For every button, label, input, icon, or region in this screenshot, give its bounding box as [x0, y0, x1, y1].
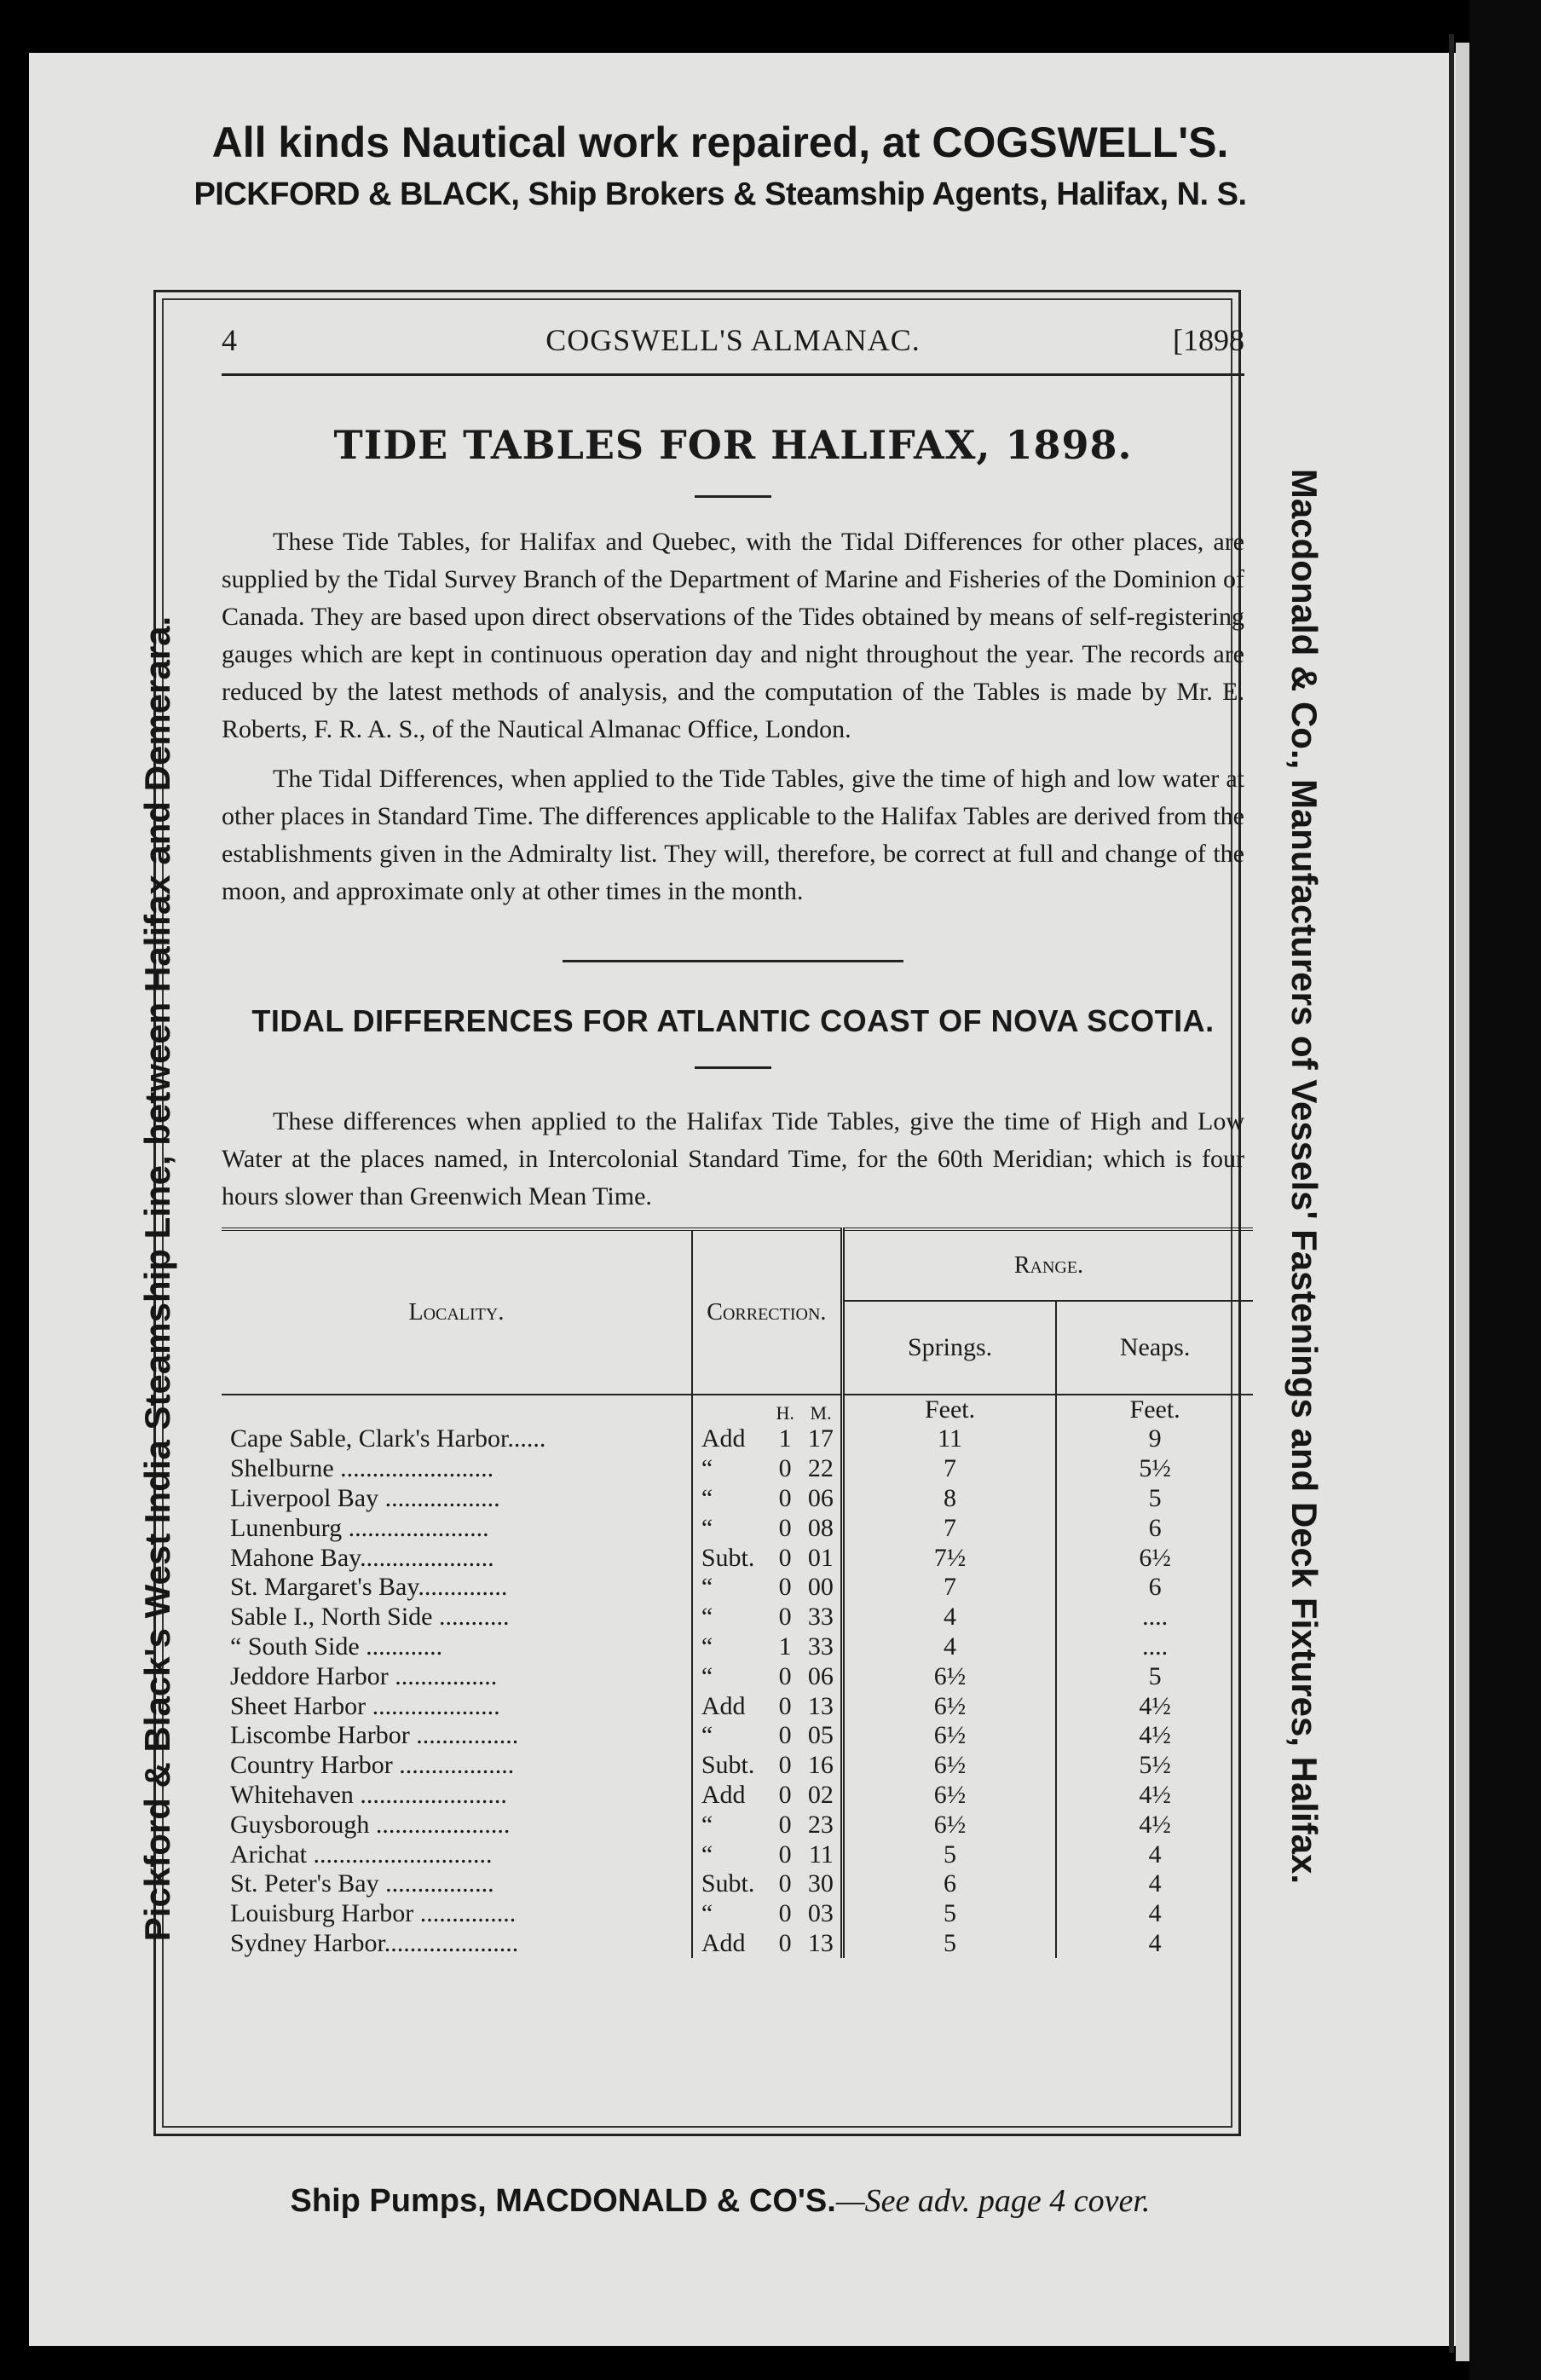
locality-cell: St. Margaret's Bay..............: [230, 1573, 508, 1602]
correction-sign-cell: Add: [692, 1781, 769, 1811]
units-springs-feet: Feet.: [842, 1395, 1056, 1424]
running-head: [222, 307, 1244, 358]
correction-minutes-cell: 05: [807, 1721, 834, 1750]
locality-cell: Guysborough .....................: [230, 1810, 511, 1839]
short-rule-2: [695, 1066, 771, 1069]
page-number: 4: [222, 323, 237, 357]
springs-cell: 7: [842, 1454, 1056, 1484]
table-body: [222, 1424, 1253, 1958]
springs-cell: 4: [842, 1603, 1056, 1632]
head-rule: [222, 373, 1244, 376]
correction-sign-cell: Subt.: [692, 1869, 769, 1899]
neaps-cell: 4½: [1056, 1781, 1253, 1811]
correction-hours-cell: 0: [778, 1573, 792, 1602]
table-row: [222, 1573, 1253, 1603]
table-row: [222, 1454, 1253, 1484]
locality-cell: Jeddore Harbor ................: [230, 1661, 498, 1690]
springs-cell: 6½: [842, 1810, 1056, 1840]
locality-cell: Liverpool Bay ..................: [230, 1483, 500, 1512]
units-neaps-feet: Feet.: [1056, 1395, 1253, 1424]
correction-minutes-cell: 02: [807, 1780, 834, 1809]
table-row: [222, 1603, 1253, 1632]
correction-sign-cell: Add: [692, 1424, 769, 1454]
correction-sign-cell: Subt.: [692, 1751, 769, 1781]
bottom-ad-reference: —See adv. page 4 cover.: [835, 2183, 1151, 2219]
table-row: [222, 1810, 1253, 1840]
correction-minutes-cell: 33: [807, 1603, 834, 1632]
correction-minutes-cell: 06: [807, 1661, 834, 1690]
locality-cell: Lunenburg ......................: [230, 1513, 489, 1542]
springs-cell: 6½: [842, 1781, 1056, 1811]
correction-sign-cell: Add: [692, 1691, 769, 1721]
springs-cell: 6½: [842, 1661, 1056, 1691]
table-row: [222, 1751, 1253, 1781]
correction-hours-cell: 1: [778, 1424, 792, 1453]
header-correction: Correction.: [692, 1229, 843, 1395]
springs-cell: 7: [842, 1513, 1056, 1543]
bottom-ad: [0, 2182, 1440, 2220]
top-ad-pickford: PICKFORD & BLACK, Ship Brokers & Steamship Agents, Halifax, N. S.: [193, 176, 1247, 212]
table-row: [222, 1869, 1253, 1899]
top-ad-nautical: All kinds Nautical work repaired, at COGSWELL'S.: [211, 118, 1229, 166]
table-row: [222, 1691, 1253, 1721]
locality-cell: Arichat ............................: [230, 1840, 493, 1869]
correction-sign-cell: “: [692, 1810, 769, 1840]
springs-cell: 6½: [842, 1721, 1056, 1751]
neaps-cell: 4½: [1056, 1721, 1253, 1751]
neaps-cell: 4: [1056, 1840, 1253, 1869]
correction-minutes-cell: 23: [807, 1810, 834, 1839]
side-ad-right: Macdonald & Co., Manufacturers of Vessels' Fastenings and Deck Fixtures, Halifax.: [1284, 468, 1325, 1885]
tidal-differences-table: [222, 1228, 1253, 1958]
correction-sign-cell: “: [692, 1721, 769, 1751]
correction-minutes-cell: 00: [807, 1573, 834, 1602]
correction-hours-cell: 0: [778, 1603, 792, 1632]
header-locality: Locality.: [408, 1298, 505, 1326]
neaps-cell: 6½: [1056, 1543, 1253, 1573]
springs-cell: 8: [842, 1484, 1056, 1514]
springs-cell: 7: [842, 1573, 1056, 1603]
correction-sign-cell: “: [692, 1603, 769, 1632]
correction-hours-cell: 0: [778, 1869, 792, 1898]
table-row: [222, 1513, 1253, 1543]
locality-cell: Sheet Harbor ....................: [230, 1691, 500, 1720]
correction-sign-cell: “: [692, 1632, 769, 1662]
correction-hours-cell: 0: [778, 1899, 792, 1928]
correction-hours-cell: 0: [778, 1751, 792, 1780]
locality-cell: Mahone Bay.....................: [230, 1543, 494, 1572]
correction-sign-cell: “: [692, 1573, 769, 1603]
correction-hours-cell: 0: [778, 1840, 792, 1869]
neaps-cell: 5: [1056, 1484, 1253, 1514]
neaps-cell: ....: [1056, 1632, 1253, 1662]
almanac-title: COGSWELL'S ALMANAC.: [545, 323, 921, 357]
neaps-cell: 4½: [1056, 1691, 1253, 1721]
tidal-differences-title: TIDAL DIFFERENCES FOR ATLANTIC COAST OF NOVA SCOTIA.: [251, 1003, 1215, 1038]
correction-minutes-cell: 33: [807, 1632, 834, 1661]
section-rule: [563, 960, 903, 962]
locality-cell: Louisburg Harbor ...............: [230, 1899, 517, 1928]
neaps-cell: ....: [1056, 1603, 1253, 1632]
correction-hours-cell: 1: [778, 1632, 792, 1661]
correction-hours-cell: 0: [778, 1721, 792, 1750]
bottom-ad-main: Ship Pumps, MACDONALD & CO'S.: [290, 2183, 836, 2219]
units-minutes: M.: [810, 1402, 832, 1424]
table-row: [222, 1484, 1253, 1514]
correction-hours-cell: 0: [778, 1543, 792, 1572]
header-springs: Springs.: [842, 1301, 1056, 1395]
page-edge: [1456, 43, 1469, 2361]
springs-cell: 6: [842, 1869, 1056, 1899]
neaps-cell: 4: [1056, 1929, 1253, 1959]
locality-cell: Shelburne ........................: [230, 1454, 494, 1483]
locality-cell: Whitehaven .......................: [230, 1780, 507, 1809]
short-rule: [695, 495, 771, 498]
neaps-cell: 6: [1056, 1513, 1253, 1543]
header-neaps: Neaps.: [1056, 1301, 1253, 1395]
dark-margin: [1469, 0, 1541, 2380]
correction-minutes-cell: 17: [807, 1424, 834, 1453]
neaps-cell: 4: [1056, 1869, 1253, 1899]
locality-cell: Sable I., North Side ...........: [230, 1603, 510, 1632]
correction-minutes-cell: 13: [807, 1691, 834, 1720]
table-row: [222, 1661, 1253, 1691]
neaps-cell: 5½: [1056, 1751, 1253, 1781]
correction-hours-cell: 0: [778, 1691, 792, 1720]
tide-tables-title: TIDE TABLES FOR HALIFAX, 1898.: [333, 422, 1133, 468]
correction-minutes-cell: 30: [807, 1869, 834, 1898]
correction-sign-cell: Subt.: [692, 1543, 769, 1573]
edge-rule: [1449, 34, 1454, 2353]
neaps-cell: 4: [1056, 1899, 1253, 1929]
table-row: [222, 1543, 1253, 1573]
neaps-cell: 5: [1056, 1661, 1253, 1691]
springs-cell: 7½: [842, 1543, 1056, 1573]
units-hours: H.: [776, 1402, 794, 1424]
units-sign-blank: [692, 1395, 769, 1424]
tidal-differences-paragraph: The Tidal Differences, when applied to the Tide Tables, give the time of high and low water at other places in Standard Time. The differences applicable to the Halifax Tables are derived from the establishments given in the Admiralty list. They will, therefore, be correct at full and change of the moon, and approximate only at other times in the month.: [222, 765, 1244, 905]
correction-hours-cell: 0: [778, 1810, 792, 1839]
correction-hours-cell: 0: [778, 1928, 792, 1957]
correction-hours-cell: 0: [778, 1483, 792, 1512]
correction-minutes-cell: 01: [807, 1543, 834, 1572]
correction-minutes-cell: 16: [807, 1751, 834, 1780]
table-row: [222, 1929, 1253, 1959]
springs-cell: 5: [842, 1929, 1056, 1959]
differences-paragraph: These differences when applied to the Halifax Tide Tables, give the time of High and Low Water at the places named, in Intercolonial Standard Time, for the 60th Meridian; which is four hours slower than Greenwich Mean Time.: [222, 1107, 1244, 1210]
locality-cell: Cape Sable, Clark's Harbor......: [230, 1424, 546, 1453]
springs-cell: 5: [842, 1899, 1056, 1929]
table-row: [222, 1781, 1253, 1811]
neaps-cell: 9: [1056, 1424, 1253, 1454]
correction-hours-cell: 0: [778, 1513, 792, 1542]
correction-hours-cell: 0: [778, 1780, 792, 1809]
springs-cell: 11: [842, 1424, 1056, 1454]
locality-cell: Sydney Harbor.....................: [230, 1928, 519, 1957]
correction-sign-cell: “: [692, 1513, 769, 1543]
neaps-cell: 5½: [1056, 1454, 1253, 1484]
units-locality-blank: [222, 1395, 692, 1424]
neaps-cell: 4½: [1056, 1810, 1253, 1840]
header-range: Range.: [842, 1229, 1253, 1301]
locality-cell: “ South Side ............: [230, 1632, 443, 1661]
correction-hours-cell: 0: [778, 1661, 792, 1690]
neaps-cell: 6: [1056, 1573, 1253, 1603]
correction-minutes-cell: 03: [807, 1899, 834, 1928]
table-row: [222, 1899, 1253, 1929]
correction-sign-cell: Add: [692, 1929, 769, 1959]
table-row: [222, 1840, 1253, 1869]
table-row: [222, 1424, 1253, 1454]
correction-minutes-cell: 08: [807, 1513, 834, 1542]
springs-cell: 5: [842, 1840, 1056, 1869]
table-row: [222, 1721, 1253, 1751]
intro-paragraph: These Tide Tables, for Halifax and Quebec, with the Tidal Differences for other places, are supplied by the Tidal Survey Branch of the Department of Marine and Fisheries of the Dominion of Canada. They are based upon direct observations of the Tides obtained by means of self-registering gauges which are kept in continuous operation day and night throughout the year. The records are reduced by the latest methods of analysis, and the computation of the Tables is made by Mr. E. Roberts, F. R. A. S., of the Nautical Almanac Office, London.: [222, 528, 1244, 743]
correction-sign-cell: “: [692, 1899, 769, 1929]
correction-minutes-cell: 13: [807, 1928, 834, 1957]
correction-sign-cell: “: [692, 1484, 769, 1514]
springs-cell: 4: [842, 1632, 1056, 1662]
correction-minutes-cell: 22: [807, 1454, 834, 1483]
locality-cell: Country Harbor ..................: [230, 1751, 515, 1780]
springs-cell: 6½: [842, 1751, 1056, 1781]
side-ad-left: Pickford & Black's West India Steamship Line, between Halifax and Demerara.: [137, 615, 177, 1942]
correction-sign-cell: “: [692, 1661, 769, 1691]
page-content: [222, 307, 1244, 1958]
springs-cell: 6½: [842, 1691, 1056, 1721]
correction-minutes-cell: 11: [809, 1840, 834, 1869]
correction-sign-cell: “: [692, 1454, 769, 1484]
correction-sign-cell: “: [692, 1840, 769, 1869]
correction-hours-cell: 0: [778, 1454, 792, 1483]
table-row: [222, 1632, 1253, 1662]
locality-cell: Liscombe Harbor ................: [230, 1721, 519, 1750]
correction-minutes-cell: 06: [807, 1483, 834, 1512]
locality-cell: St. Peter's Bay .................: [230, 1869, 494, 1898]
almanac-year: [1898: [1173, 323, 1244, 357]
